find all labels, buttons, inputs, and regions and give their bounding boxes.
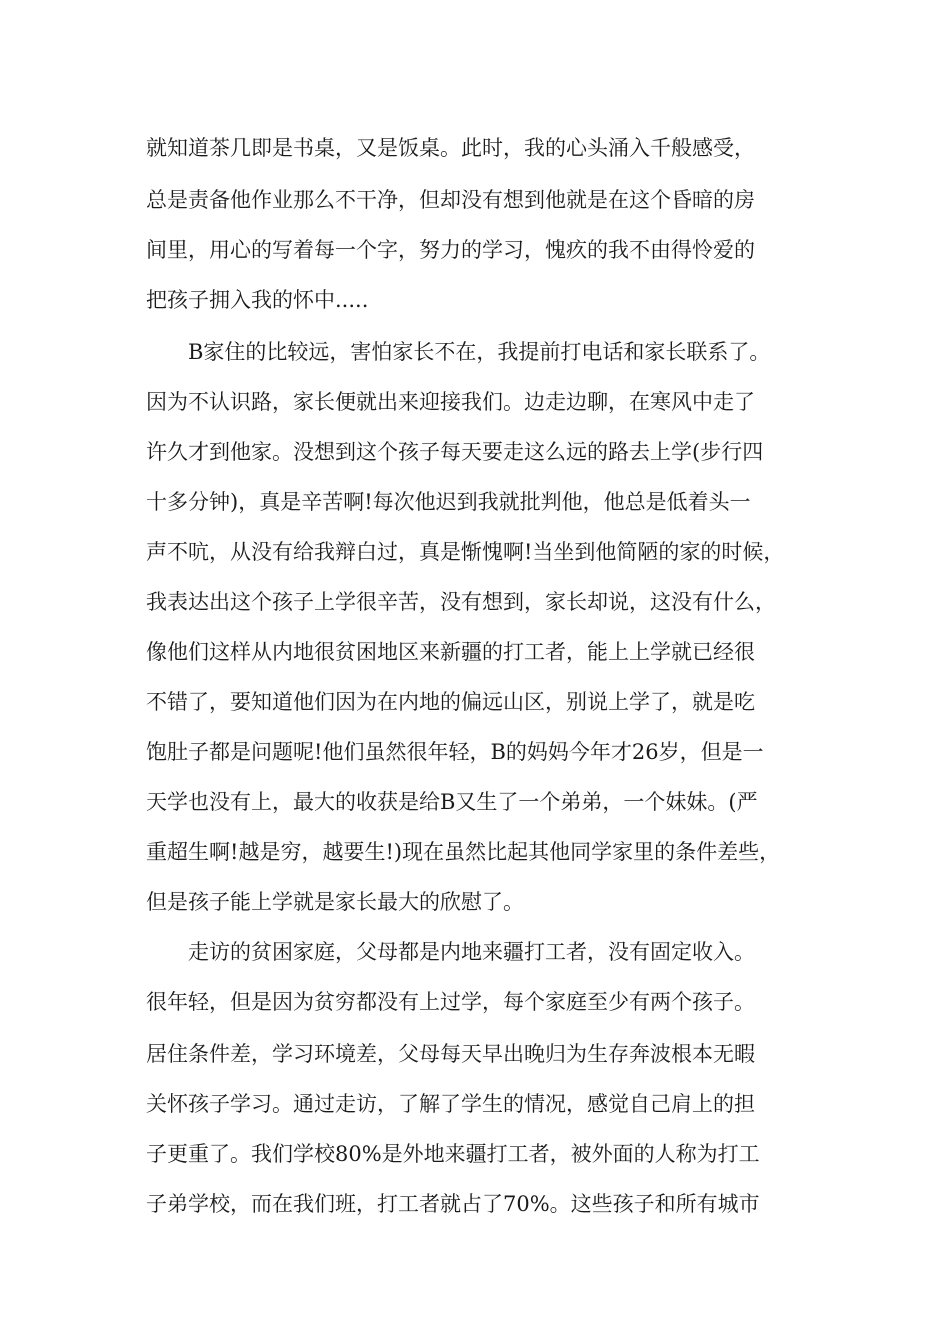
text-line: 我表达出这个孩子上学很辛苦，没有想到，家长却说，这没有什么， bbox=[146, 590, 776, 614]
text-line: 许久才到他家。没想到这个孩子每天要走这么远的路去上学(步行四 bbox=[146, 440, 764, 464]
text-line: 间里，用心的写着每一个字，努力的学习，愧疚的我不由得怜爱的 bbox=[146, 238, 755, 262]
text-line: 天学也没有上，最大的收获是给B又生了一个弟弟，一个妹妹。(严 bbox=[146, 790, 758, 814]
text-line: 十多分钟)，真是辛苦啊!每次他迟到我就批判他，他总是低着头一 bbox=[146, 490, 751, 514]
paragraph-start-line: 走访的贫困家庭，父母都是内地来疆打工者，没有固定收入。 bbox=[188, 940, 755, 964]
paragraph-start-line: B家住的比较远，害怕家长不在，我提前打电话和家长联系了。 bbox=[188, 340, 771, 364]
text-line: 很年轻，但是因为贫穷都没有上过学，每个家庭至少有两个孩子。 bbox=[146, 990, 755, 1014]
text-line: 声不吭，从没有给我辩白过，真是惭愧啊!当坐到他简陋的家的时候， bbox=[146, 540, 785, 564]
text-line: 饱肚子都是问题呢!他们虽然很年轻，B的妈妈今年才26岁，但是一 bbox=[146, 740, 764, 764]
text-line: 重超生啊!越是穷，越要生!)现在虽然比起其他同学家里的条件差些， bbox=[146, 840, 781, 864]
text-line: 总是责备他作业那么不干净，但却没有想到他就是在这个昏暗的房 bbox=[146, 188, 755, 212]
text-line: 但是孩子能上学就是家长最大的欣慰了。 bbox=[146, 890, 524, 914]
text-line: 不错了，要知道他们因为在内地的偏远山区，别说上学了，就是吃 bbox=[146, 690, 755, 714]
text-line: 把孩子拥入我的怀中..... bbox=[146, 288, 369, 312]
text-line: 因为不认识路，家长便就出来迎接我们。边走边聊，在寒风中走了 bbox=[146, 390, 755, 414]
text-line: 像他们这样从内地很贫困地区来新疆的打工者，能上上学就已经很 bbox=[146, 640, 755, 664]
text-line: 子弟学校，而在我们班，打工者就占了70%。这些孩子和所有城市 bbox=[146, 1192, 760, 1216]
text-line: 居住条件差，学习环境差，父母每天早出晚归为生存奔波根本无暇 bbox=[146, 1042, 755, 1066]
text-line: 子更重了。我们学校80%是外地来疆打工者，被外面的人称为打工 bbox=[146, 1142, 760, 1166]
text-line: 关怀孩子学习。通过走访，了解了学生的情况，感觉自己肩上的担 bbox=[146, 1092, 755, 1116]
text-line: 就知道茶几即是书桌，又是饭桌。此时，我的心头涌入千般感受， bbox=[146, 136, 755, 160]
